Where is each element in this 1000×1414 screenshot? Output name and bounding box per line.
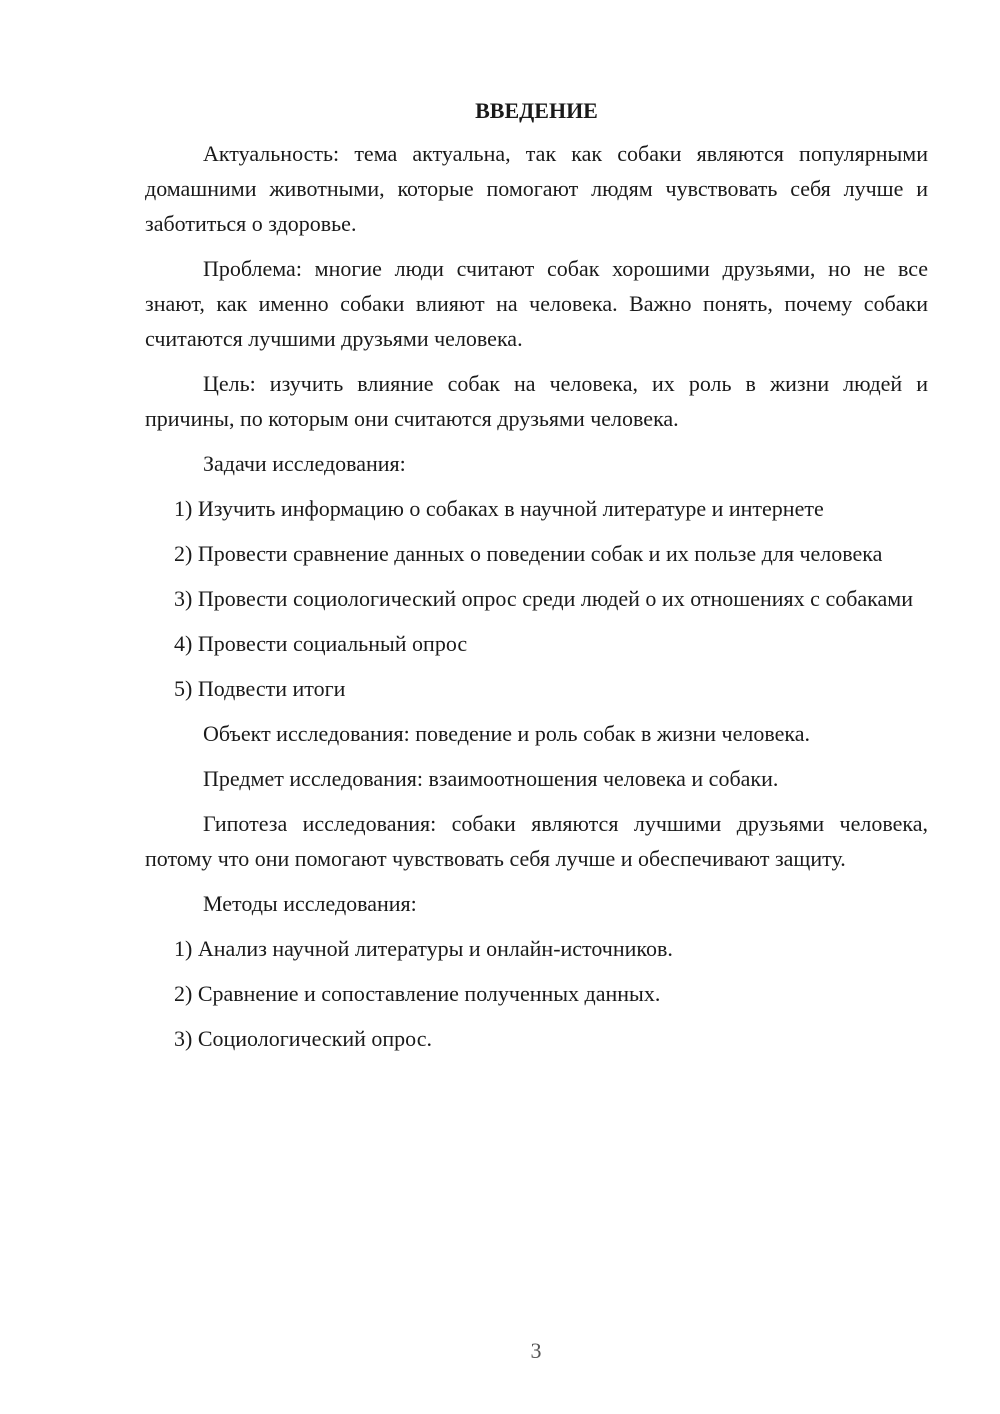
task-item: 3) Провести социологический опрос среди людей о их отношениях с собаками <box>174 586 913 611</box>
goal-paragraph: Цель: изучить влияние собак на человека, их роль в жизни людей и причины, по которым они считаются друзьями человека. <box>145 371 928 431</box>
method-item: 3) Социологический опрос. <box>174 1026 432 1051</box>
method-item: 2) Сравнение и сопоставление полученных данных. <box>174 981 661 1006</box>
problem-paragraph: Проблема: многие люди считают собак хорошими друзьями, но не все знают, как именно собаки влияют на человека. Важно понять, почему собаки считаются лучшими друзьями человека. <box>145 256 928 351</box>
task-item: 1) Изучить информацию о собаках в научной литературе и интернете <box>174 496 824 521</box>
methods-heading: Методы исследования: <box>203 891 417 916</box>
object-paragraph: Объект исследования: поведение и роль собак в жизни человека. <box>203 721 811 746</box>
tasks-heading: Задачи исследования: <box>203 451 406 476</box>
section-title: ВВЕДЕНИЕ <box>475 98 598 123</box>
hypothesis-paragraph: Гипотеза исследования: собаки являются лучшими друзьями человека, потому что они помогают чувствовать себя лучше и обеспечивают защиту. <box>145 811 928 871</box>
relevance-paragraph: Актуальность: тема актуальна, так как собаки являются популярными домашними животными, которые помогают людям чувствовать себя лучше и заботиться о здоровье. <box>145 141 928 236</box>
task-item: 4) Провести социальный опрос <box>174 631 468 656</box>
document-body <box>145 93 928 1066</box>
method-item: 1) Анализ научной литературы и онлайн-источников. <box>174 936 673 961</box>
task-item: 2) Провести сравнение данных о поведении собак и их пользе для человека <box>174 541 883 566</box>
page-number: 3 <box>530 1338 542 1363</box>
subject-paragraph: Предмет исследования: взаимоотношения человека и собаки. <box>203 766 779 791</box>
task-item: 5) Подвести итоги <box>174 676 346 701</box>
